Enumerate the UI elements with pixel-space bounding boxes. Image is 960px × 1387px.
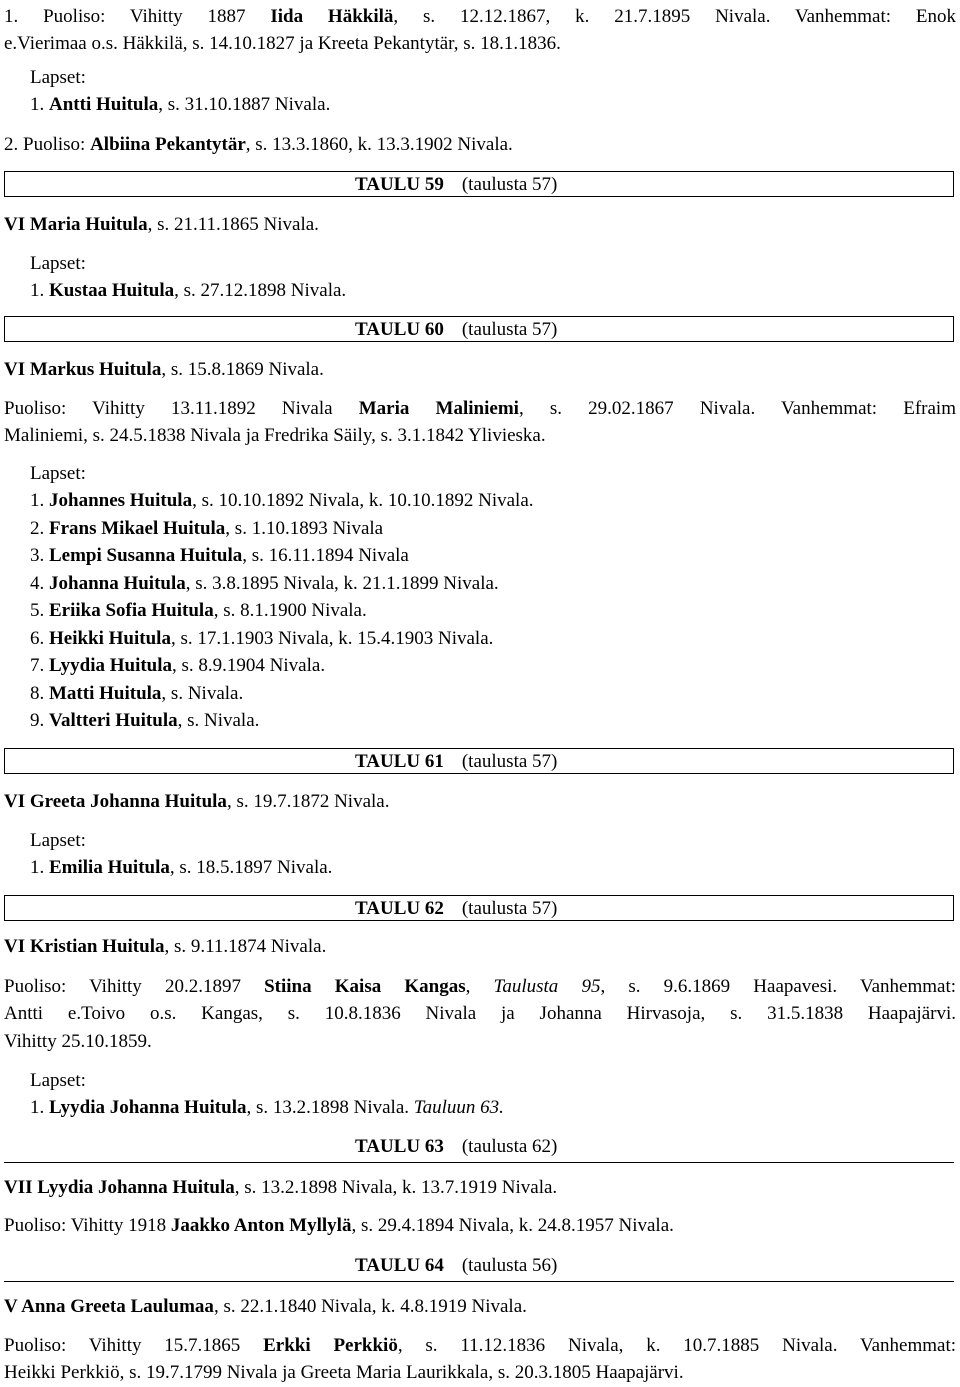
spouse-line-2: 2. Puoliso: Albiina Pekantytär, s. 13.3.1860, k. 13.3.1902 Nivala. xyxy=(4,134,513,155)
spouse-line: Puoliso: Vihitty 20.2.1897 Stiina Kaisa Kangas, Taulusta 95, s. 9.6.1869 Haapavesi. Vanhemmat: xyxy=(4,976,957,997)
marriage-line: Vihitty 25.10.1859. xyxy=(4,1031,152,1052)
table-reference: Taulusta 95 xyxy=(493,976,601,997)
person-heading: VI Greeta Johanna Huitula, s. 19.7.1872 Nivala. xyxy=(4,791,390,812)
person-heading: V Anna Greeta Laulumaa, s. 22.1.1840 Nivala, k. 4.8.1919 Nivala. xyxy=(4,1296,527,1317)
table-header-64: TAULU 64 (taulusta 56) xyxy=(355,1255,558,1276)
parents-line: e.Vierimaa o.s. Häkkilä, s. 14.10.1827 ja Kreeta Pekantytär, s. 18.1.1836. xyxy=(4,33,561,54)
parents-line: Maliniemi, s. 24.5.1838 Nivala ja Fredrika Säily, s. 3.1.1842 Ylivieska. xyxy=(4,425,546,446)
table-header-61: TAULU 61 (taulusta 57) xyxy=(355,751,558,772)
person-heading: VI Kristian Huitula, s. 9.11.1874 Nivala. xyxy=(4,936,327,957)
children-heading: Lapset: xyxy=(30,1070,86,1091)
child-item: 1. Lyydia Johanna Huitula, s. 13.2.1898 Nivala. Tauluun 63. xyxy=(30,1097,504,1118)
children-heading: Lapset: xyxy=(30,67,86,88)
table-header-60: TAULU 60 (taulusta 57) xyxy=(355,319,558,340)
child-item: 2. Frans Mikael Huitula, s. 1.10.1893 Nivala xyxy=(30,518,384,539)
child-item: 1. Emilia Huitula, s. 18.5.1897 Nivala. xyxy=(30,857,333,878)
children-heading: Lapset: xyxy=(30,830,86,851)
spouse-name: Iida Häkkilä xyxy=(270,6,394,27)
parents-line: Antti e.Toivo o.s. Kangas, s. 10.8.1836 Nivala ja Johanna Hirvasoja, s. 31.5.1838 Haapajärvi. xyxy=(4,1003,956,1024)
child-item: 1. Antti Huitula, s. 31.10.1887 Nivala. xyxy=(30,94,331,115)
spouse-line: Puoliso: Vihitty 1918 Jaakko Anton Myllylä, s. 29.4.1894 Nivala, k. 24.8.1957 Nivala. xyxy=(4,1215,674,1236)
parents-line: Heikki Perkkiö, s. 19.7.1799 Nivala ja Greeta Maria Laurikkala, s. 20.3.1805 Haapajärvi. xyxy=(4,1362,684,1383)
child-item: 7. Lyydia Huitula, s. 8.9.1904 Nivala. xyxy=(30,655,326,676)
spouse-line: Puoliso: Vihitty 15.7.1865 Erkki Perkkiö, s. 11.12.1836 Nivala, k. 10.7.1885 Nivala. Vanhemmat: xyxy=(4,1335,956,1356)
spouse-line-1: 1. Puoliso: Vihitty 1887 Iida Häkkilä, s. 12.12.1867, k. 21.7.1895 Nivala. Vanhemmat: Enok xyxy=(4,6,956,27)
children-heading: Lapset: xyxy=(30,463,86,484)
child-item: 1. Johannes Huitula, s. 10.10.1892 Nivala, k. 10.10.1892 Nivala. xyxy=(30,490,534,511)
divider xyxy=(4,1162,954,1163)
table-header-63: TAULU 63 (taulusta 62) xyxy=(355,1136,558,1157)
child-item: 3. Lempi Susanna Huitula, s. 16.11.1894 Nivala xyxy=(30,545,409,566)
child-item: 9. Valtteri Huitula, s. Nivala. xyxy=(30,710,260,731)
child-item: 4. Johanna Huitula, s. 3.8.1895 Nivala, k. 21.1.1899 Nivala. xyxy=(30,573,499,594)
child-item: 1. Kustaa Huitula, s. 27.12.1898 Nivala. xyxy=(30,280,347,301)
children-heading: Lapset: xyxy=(30,253,86,274)
divider xyxy=(4,1281,954,1282)
spouse-line: Puoliso: Vihitty 13.11.1892 Nivala Maria Maliniemi, s. 29.02.1867 Nivala. Vanhemmat: Efraim xyxy=(4,398,956,419)
child-item: 6. Heikki Huitula, s. 17.1.1903 Nivala, k. 15.4.1903 Nivala. xyxy=(30,628,494,649)
child-item: 5. Eriika Sofia Huitula, s. 8.1.1900 Nivala. xyxy=(30,600,367,621)
person-heading: VI Maria Huitula, s. 21.11.1865 Nivala. xyxy=(4,214,319,235)
table-header-59: TAULU 59 (taulusta 57) xyxy=(355,174,558,195)
child-item: 8. Matti Huitula, s. Nivala. xyxy=(30,683,244,704)
person-heading: VII Lyydia Johanna Huitula, s. 13.2.1898 Nivala, k. 13.7.1919 Nivala. xyxy=(4,1177,558,1198)
person-heading: VI Markus Huitula, s. 15.8.1869 Nivala. xyxy=(4,359,324,380)
table-reference: Tauluun 63. xyxy=(413,1097,504,1118)
table-header-62: TAULU 62 (taulusta 57) xyxy=(355,898,558,919)
